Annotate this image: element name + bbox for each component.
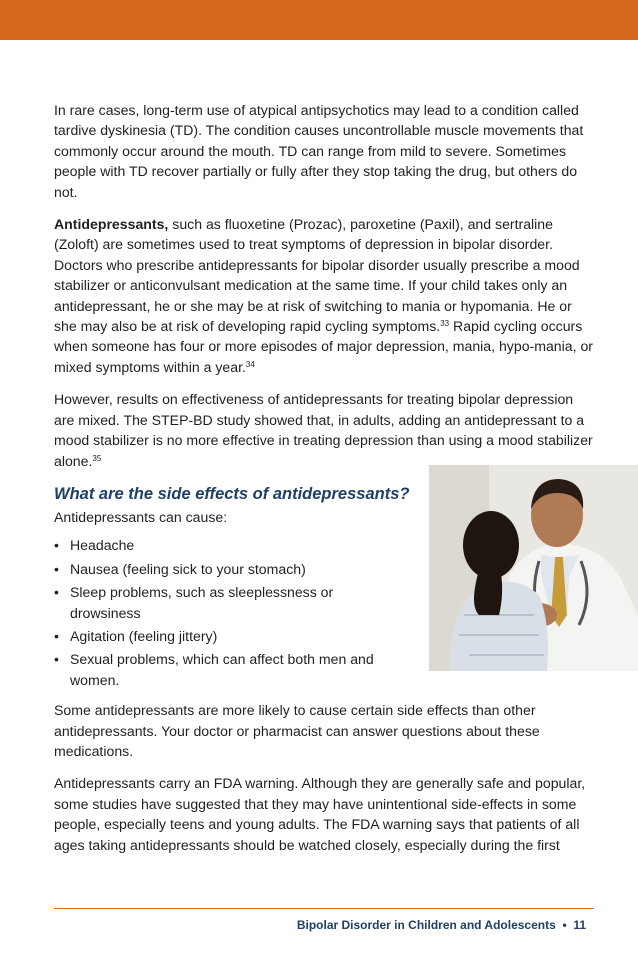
- paragraph-text: However, results on effectiveness of antidepressants for treating bipolar depression are mixed. The STEP-BD study showed that, in adults, adding an antidepressant to a mood stabilizer is no more effective in treating depression than using a mood stabilizer alone.: [54, 391, 593, 469]
- paragraph-step-bd: [54, 389, 594, 471]
- list-item-text: Agitation (feeling jittery): [70, 627, 218, 644]
- list-item: [54, 559, 399, 579]
- bullet-icon: •: [54, 584, 59, 601]
- paragraph-tardive-dyskinesia: In rare cases, long-term use of atypical antipsychotics may lead to a condition called tardive dyskinesia (TD). The condition causes uncontrollable muscle movements that commonly occur around the mouth. TD can range from mild to severe. Sometimes people with TD recover partially or fully after they stop taking the drug, but others do not.: [54, 102, 584, 200]
- bullet-icon: •: [54, 560, 59, 577]
- footer-divider: [54, 908, 594, 909]
- footer-title: Bipolar Disorder in Children and Adolescents: [296, 918, 556, 932]
- paragraph-fda-warning: Antidepressants carry an FDA warning. Although they are generally safe and popular, some studies have suggested that they may have unintentional side-effects in some people, especially teens and young adults. The FDA warning says that patients of all ages taking antidepressants should be watched closely, especially during the first: [54, 775, 586, 853]
- side-effects-intro: Antidepressants can cause:: [54, 508, 228, 525]
- header-band: [0, 0, 638, 40]
- side-effects-list: [54, 535, 399, 690]
- doctor-patient-photo: [429, 465, 638, 671]
- bullet-icon: •: [54, 627, 59, 644]
- bullet-icon: •: [54, 537, 59, 554]
- reference-35: 35: [92, 453, 102, 463]
- list-item: [54, 535, 399, 555]
- footer-separator: •: [562, 918, 567, 932]
- paragraph-text: such as fluoxetine (Prozac), paroxetine (Paxil), and sertraline (Zoloft) are sometimes used to treat symptoms of depression in bipolar disorder. Doctors who prescribe antidepressants for bipolar disorder usually prescribe a mood stabilizer or anticonvulsant medication at the same time. If your child takes only an antidepressant, he or she may be at risk of switching to mania or hypomania. He or she may also be at risk of developing rapid cycling symptoms.: [54, 216, 580, 335]
- list-item-text: Sleep problems, such as sleeplessness or drowsiness: [70, 584, 334, 621]
- list-item: [54, 649, 399, 690]
- list-item-text: Headache: [70, 537, 135, 554]
- term-antidepressants: Antidepressants,: [54, 216, 169, 233]
- side-effects-section: [54, 483, 594, 690]
- reference-34: 34: [245, 359, 255, 369]
- page-number: 11: [573, 918, 586, 932]
- paragraph-side-effects-variation: Some antidepressants are more likely to cause certain side effects than other antidepressants. Your doctor or pharmacist can answer questions about these medications.: [54, 702, 540, 759]
- reference-33: 33: [440, 319, 450, 329]
- page-content: [54, 100, 594, 867]
- list-item: [54, 626, 399, 646]
- paragraph-text: Rapid cycling occurs when someone has four or more episodes of major depression, mania, hypo-mania, or mixed symptoms within a year.: [54, 318, 593, 375]
- list-item-text: Sexual problems, which can affect both men and women.: [70, 651, 374, 688]
- list-item: [54, 582, 399, 623]
- page-footer: [297, 918, 586, 932]
- paragraph-antidepressants: [54, 214, 594, 377]
- bullet-icon: •: [54, 651, 59, 668]
- list-item-text: Nausea (feeling sick to your stomach): [70, 560, 306, 577]
- section-heading: What are the side effects of antidepressants?: [54, 484, 410, 503]
